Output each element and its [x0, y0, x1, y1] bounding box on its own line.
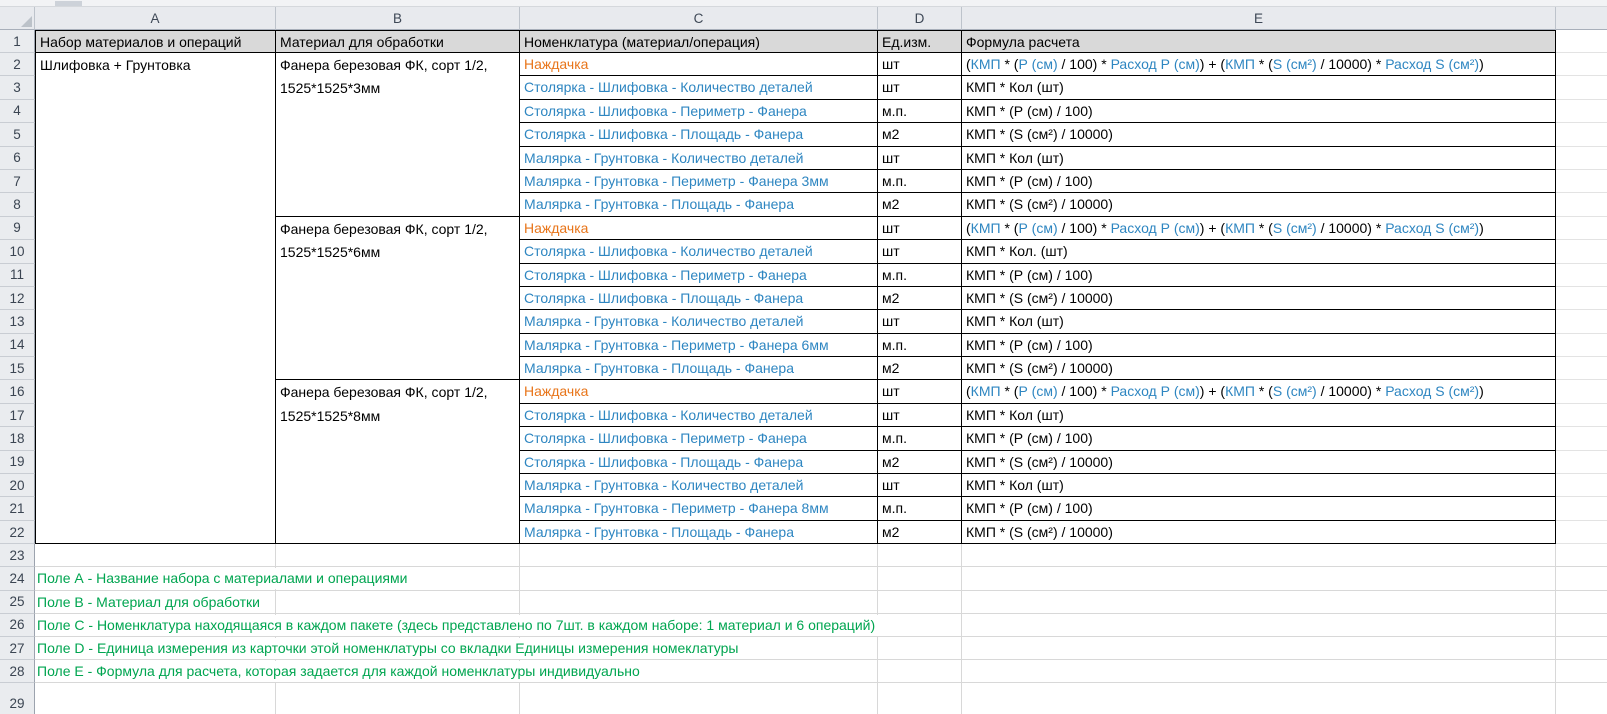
- cell-grid: [0, 30, 1607, 714]
- cell-C23[interactable]: [520, 544, 878, 567]
- formula-segment: КМП: [1225, 56, 1255, 72]
- cell-E5[interactable]: КМП * (S (см²) / 10000): [962, 123, 1556, 146]
- cell-F23[interactable]: [1556, 544, 1607, 567]
- cell-E14[interactable]: КМП * (Р (см) / 100): [962, 334, 1556, 357]
- cell-D23[interactable]: [878, 544, 962, 567]
- note-row-27[interactable]: [35, 637, 1556, 660]
- cell-F20[interactable]: [1556, 474, 1607, 497]
- cell-F9[interactable]: [1556, 217, 1607, 240]
- formula-segment: Р (см): [1018, 383, 1058, 400]
- formula-segment: Расход S (см²): [1385, 383, 1480, 400]
- formula-segment: / 100) *: [1057, 56, 1111, 72]
- cell-B9-merged[interactable]: Фанера березовая ФК, сорт 1/2, 1525*1525*6мм: [276, 217, 520, 381]
- row-header-17[interactable]: 17: [0, 404, 35, 427]
- cell-F4[interactable]: [1556, 100, 1607, 123]
- cell-D10[interactable]: шт: [878, 240, 962, 263]
- cell-C21[interactable]: Малярка - Грунтовка - Периметр - Фанера 8мм: [520, 497, 878, 520]
- cell-C2[interactable]: Наждачка: [520, 53, 878, 76]
- cell-E11[interactable]: КМП * (Р (см) / 100): [962, 264, 1556, 287]
- cell-B1[interactable]: Материал для обработки: [276, 30, 520, 53]
- row-header-13[interactable]: 13: [0, 310, 35, 333]
- cell-E7[interactable]: КМП * (Р (см) / 100): [962, 170, 1556, 193]
- cell-D29[interactable]: [878, 683, 962, 714]
- cell-D5[interactable]: м2: [878, 123, 962, 146]
- cell-A29[interactable]: [35, 683, 276, 714]
- cell-D15[interactable]: м2: [878, 357, 962, 380]
- formula-bar-edge: [0, 0, 1607, 7]
- cell-E1[interactable]: Формула расчета: [962, 30, 1556, 53]
- formula-segment: * (: [1000, 383, 1019, 400]
- row-header-19[interactable]: 19: [0, 451, 35, 474]
- formula-segment: Р (см): [1018, 56, 1058, 72]
- formula-segment: Расход Р (см): [1110, 383, 1200, 400]
- formula-segment: КМП: [1225, 219, 1255, 236]
- cell-D8[interactable]: м2: [878, 193, 962, 216]
- cell-D20[interactable]: шт: [878, 474, 962, 497]
- cell-F17[interactable]: [1556, 404, 1607, 427]
- formula-segment: КМП: [1225, 383, 1255, 400]
- row-header-20[interactable]: 20: [0, 474, 35, 497]
- row-header-26[interactable]: 26: [0, 614, 35, 637]
- row-header-28[interactable]: 28: [0, 660, 35, 683]
- cell-C3[interactable]: Столярка - Шлифовка - Количество деталей: [520, 76, 878, 99]
- row-header-15[interactable]: 15: [0, 357, 35, 380]
- cell-C16[interactable]: Наждачка: [520, 380, 878, 403]
- row-header-14[interactable]: 14: [0, 334, 35, 357]
- cell-D22[interactable]: м2: [878, 521, 962, 544]
- formula-segment: Расход S (см²): [1385, 56, 1480, 72]
- formula-segment: ): [1479, 56, 1484, 72]
- cell-F15[interactable]: [1556, 357, 1607, 380]
- cell-F26[interactable]: [1556, 614, 1607, 637]
- formula-segment: / 10000) *: [1316, 56, 1386, 72]
- cell-E6[interactable]: КМП * Кол (шт): [962, 147, 1556, 170]
- cell-F5[interactable]: [1556, 123, 1607, 146]
- cell-D19[interactable]: м2: [878, 451, 962, 474]
- column-header-f[interactable]: [1556, 7, 1607, 30]
- cell-C22[interactable]: Малярка - Грунтовка - Площадь - Фанера: [520, 521, 878, 544]
- row-header-3[interactable]: 3: [0, 76, 35, 99]
- row-header-27[interactable]: 27: [0, 637, 35, 660]
- column-header-e[interactable]: E: [962, 7, 1556, 30]
- cell-C18[interactable]: Столярка - Шлифовка - Периметр - Фанера: [520, 427, 878, 450]
- note-text: Поле В - Материал для обработки: [37, 592, 268, 613]
- cell-F18[interactable]: [1556, 427, 1607, 450]
- cell-E13[interactable]: КМП * Кол (шт): [962, 310, 1556, 333]
- row-header-1[interactable]: 1: [0, 30, 35, 53]
- cell-A2-merged[interactable]: Шлифовка + Грунтовка: [35, 53, 276, 544]
- cell-E17[interactable]: КМП * Кол (шт): [962, 404, 1556, 427]
- formula-segment: S (см²): [1272, 219, 1317, 236]
- row-header-16[interactable]: 16: [0, 380, 35, 403]
- cell-B2-merged[interactable]: Фанера березовая ФК, сорт 1/2, 1525*1525*3мм: [276, 53, 520, 217]
- cell-D2[interactable]: шт: [878, 53, 962, 76]
- cell-F12[interactable]: [1556, 287, 1607, 310]
- row-header-4[interactable]: 4: [0, 100, 35, 123]
- note-row-25[interactable]: [35, 591, 1556, 614]
- cell-C19[interactable]: Столярка - Шлифовка - Площадь - Фанера: [520, 451, 878, 474]
- cell-C14[interactable]: Малярка - Грунтовка - Периметр - Фанера 6мм: [520, 334, 878, 357]
- select-all-icon: [21, 16, 32, 27]
- cell-A1[interactable]: Набор материалов и операций: [35, 30, 276, 53]
- cell-E2[interactable]: [962, 53, 1556, 76]
- cell-E10[interactable]: КМП * Кол. (шт): [962, 240, 1556, 263]
- cell-E16[interactable]: [962, 380, 1556, 403]
- row-header-2[interactable]: 2: [0, 53, 35, 76]
- cell-C9[interactable]: Наждачка: [520, 217, 878, 240]
- column-header-strip: [0, 7, 1607, 30]
- cell-F19[interactable]: [1556, 451, 1607, 474]
- column-header-a[interactable]: A: [35, 7, 276, 30]
- note-row-28[interactable]: [35, 660, 1556, 683]
- cell-D13[interactable]: шт: [878, 310, 962, 333]
- row-header-7[interactable]: 7: [0, 170, 35, 193]
- formula-segment: Р (см): [1018, 219, 1058, 236]
- cell-E9[interactable]: [962, 217, 1556, 240]
- note-text: Поле D - Единица измерения из карточки этой номенклатуры со вкладки Единицы измерения номеклатуры: [37, 638, 747, 659]
- formula-segment: * (: [1000, 56, 1019, 72]
- cell-F8[interactable]: [1556, 193, 1607, 216]
- cell-F24[interactable]: [1556, 567, 1607, 590]
- row-header-9[interactable]: 9: [0, 217, 35, 240]
- cell-D3[interactable]: шт: [878, 76, 962, 99]
- cell-D9[interactable]: шт: [878, 217, 962, 240]
- cell-C11[interactable]: Столярка - Шлифовка - Периметр - Фанера: [520, 264, 878, 287]
- formula-segment: ): [1479, 383, 1484, 400]
- row-header-5[interactable]: 5: [0, 123, 35, 146]
- cell-C1[interactable]: Номенклатура (материал/операция): [520, 30, 878, 53]
- cell-F22[interactable]: [1556, 521, 1607, 544]
- note-text: Поле Е - Формула для расчета, которая задается для каждой номенклатуры индивидуально: [37, 661, 648, 682]
- row-header-25[interactable]: 25: [0, 591, 35, 614]
- cell-E8[interactable]: КМП * (S (см²) / 10000): [962, 193, 1556, 216]
- cell-C4[interactable]: Столярка - Шлифовка - Периметр - Фанера: [520, 100, 878, 123]
- formula-segment: S (см²): [1272, 56, 1317, 72]
- formula-segment: ) + (: [1199, 383, 1226, 400]
- cell-E23[interactable]: [962, 544, 1556, 567]
- cell-E12[interactable]: КМП * (S (см²) / 10000): [962, 287, 1556, 310]
- row-header-12[interactable]: 12: [0, 287, 35, 310]
- cell-E19[interactable]: КМП * (S (см²) / 10000): [962, 451, 1556, 474]
- cell-D18[interactable]: м.п.: [878, 427, 962, 450]
- formula-segment: КМП: [970, 219, 1001, 236]
- cell-E21[interactable]: КМП * (Р (см) / 100): [962, 497, 1556, 520]
- cell-D7[interactable]: м.п.: [878, 170, 962, 193]
- formula-segment: S (см²): [1272, 383, 1317, 400]
- cell-E4[interactable]: КМП * (Р (см) / 100): [962, 100, 1556, 123]
- cell-F6[interactable]: [1556, 147, 1607, 170]
- cell-F25[interactable]: [1556, 591, 1607, 614]
- cell-C10[interactable]: Столярка - Шлифовка - Количество деталей: [520, 240, 878, 263]
- cell-C5[interactable]: Столярка - Шлифовка - Площадь - Фанера: [520, 123, 878, 146]
- cell-E29[interactable]: [962, 683, 1556, 714]
- cell-C15[interactable]: Малярка - Грунтовка - Площадь - Фанера: [520, 357, 878, 380]
- formula-segment: Расход S (см²): [1385, 219, 1480, 236]
- cell-A23[interactable]: [35, 544, 276, 567]
- cell-D11[interactable]: м.п.: [878, 264, 962, 287]
- cell-F13[interactable]: [1556, 310, 1607, 333]
- formula-segment: ) + (: [1199, 56, 1226, 72]
- row-header-22[interactable]: 22: [0, 521, 35, 544]
- row-header-10[interactable]: 10: [0, 240, 35, 263]
- cell-C13[interactable]: Малярка - Грунтовка - Количество деталей: [520, 310, 878, 333]
- cell-D6[interactable]: шт: [878, 147, 962, 170]
- formula-segment: * (: [1254, 219, 1273, 236]
- formula-segment: ) + (: [1199, 219, 1226, 236]
- formula-segment: / 100) *: [1057, 383, 1111, 400]
- cell-E15[interactable]: КМП * (S (см²) / 10000): [962, 357, 1556, 380]
- row-header-6[interactable]: 6: [0, 147, 35, 170]
- select-all-corner[interactable]: [0, 7, 35, 30]
- note-text: Поле С - Номенклатура находящаяся в каждом пакете (здесь представлено по 7шт. в каждом наборе: 1 материал и 6 операций): [37, 615, 883, 636]
- row-header-11[interactable]: 11: [0, 264, 35, 287]
- cell-D16[interactable]: шт: [878, 380, 962, 403]
- cell-B29[interactable]: [276, 683, 520, 714]
- cell-D12[interactable]: м2: [878, 287, 962, 310]
- cell-F14[interactable]: [1556, 334, 1607, 357]
- cell-C20[interactable]: Малярка - Грунтовка - Количество деталей: [520, 474, 878, 497]
- cell-B23[interactable]: [276, 544, 520, 567]
- formula-segment: / 100) *: [1057, 219, 1111, 236]
- cell-D14[interactable]: м.п.: [878, 334, 962, 357]
- cell-F10[interactable]: [1556, 240, 1607, 263]
- cell-F27[interactable]: [1556, 637, 1607, 660]
- row-header-8[interactable]: 8: [0, 193, 35, 216]
- formula-segment: / 10000) *: [1316, 219, 1386, 236]
- formula-segment: Расход Р (см): [1110, 56, 1200, 72]
- cell-F1[interactable]: [1556, 30, 1607, 53]
- cell-F28[interactable]: [1556, 660, 1607, 683]
- formula-segment: КМП: [970, 383, 1001, 400]
- cell-D17[interactable]: шт: [878, 404, 962, 427]
- formula-bar-knob: [55, 1, 82, 6]
- formula-segment: (: [966, 56, 971, 72]
- cell-F29[interactable]: [1556, 683, 1607, 714]
- column-header-d[interactable]: D: [878, 7, 962, 30]
- cell-C17[interactable]: Столярка - Шлифовка - Количество деталей: [520, 404, 878, 427]
- cell-E3[interactable]: КМП * Кол (шт): [962, 76, 1556, 99]
- note-text: Поле А - Название набора с материалами и операциями: [37, 568, 415, 589]
- row-header-21[interactable]: 21: [0, 497, 35, 520]
- cell-F2[interactable]: [1556, 53, 1607, 76]
- row-header-29[interactable]: 29: [0, 683, 35, 714]
- cell-F7[interactable]: [1556, 170, 1607, 193]
- note-row-24[interactable]: [35, 567, 1556, 590]
- formula-segment: (: [966, 219, 971, 236]
- column-header-c[interactable]: C: [520, 7, 878, 30]
- formula-segment: * (: [1254, 383, 1273, 400]
- cell-C7[interactable]: Малярка - Грунтовка - Периметр - Фанера 3мм: [520, 170, 878, 193]
- column-header-b[interactable]: B: [276, 7, 520, 30]
- formula-segment: КМП: [970, 56, 1001, 72]
- row-header-24[interactable]: 24: [0, 567, 35, 590]
- cell-D1[interactable]: Ед.изм.: [878, 30, 962, 53]
- cell-F3[interactable]: [1556, 76, 1607, 99]
- cell-F16[interactable]: [1556, 380, 1607, 403]
- cell-D4[interactable]: м.п.: [878, 100, 962, 123]
- cell-F11[interactable]: [1556, 264, 1607, 287]
- cell-E20[interactable]: КМП * Кол (шт): [962, 474, 1556, 497]
- cell-B16-merged[interactable]: Фанера березовая ФК, сорт 1/2, 1525*1525*8мм: [276, 380, 520, 544]
- cell-C29[interactable]: [520, 683, 878, 714]
- formula-segment: * (: [1254, 56, 1273, 72]
- cell-F21[interactable]: [1556, 497, 1607, 520]
- cell-E18[interactable]: КМП * (Р (см) / 100): [962, 427, 1556, 450]
- cell-C8[interactable]: Малярка - Грунтовка - Площадь - Фанера: [520, 193, 878, 216]
- formula-segment: ): [1479, 219, 1484, 236]
- note-row-26[interactable]: [35, 614, 1556, 637]
- cell-D21[interactable]: м.п.: [878, 497, 962, 520]
- cell-C12[interactable]: Столярка - Шлифовка - Площадь - Фанера: [520, 287, 878, 310]
- formula-segment: / 10000) *: [1316, 383, 1386, 400]
- formula-segment: (: [966, 383, 971, 400]
- row-header-18[interactable]: 18: [0, 427, 35, 450]
- cell-E22[interactable]: КМП * (S (см²) / 10000): [962, 521, 1556, 544]
- row-header-23[interactable]: 23: [0, 544, 35, 567]
- cell-C6[interactable]: Малярка - Грунтовка - Количество деталей: [520, 147, 878, 170]
- formula-segment: Расход Р (см): [1110, 219, 1200, 236]
- formula-segment: * (: [1000, 219, 1019, 236]
